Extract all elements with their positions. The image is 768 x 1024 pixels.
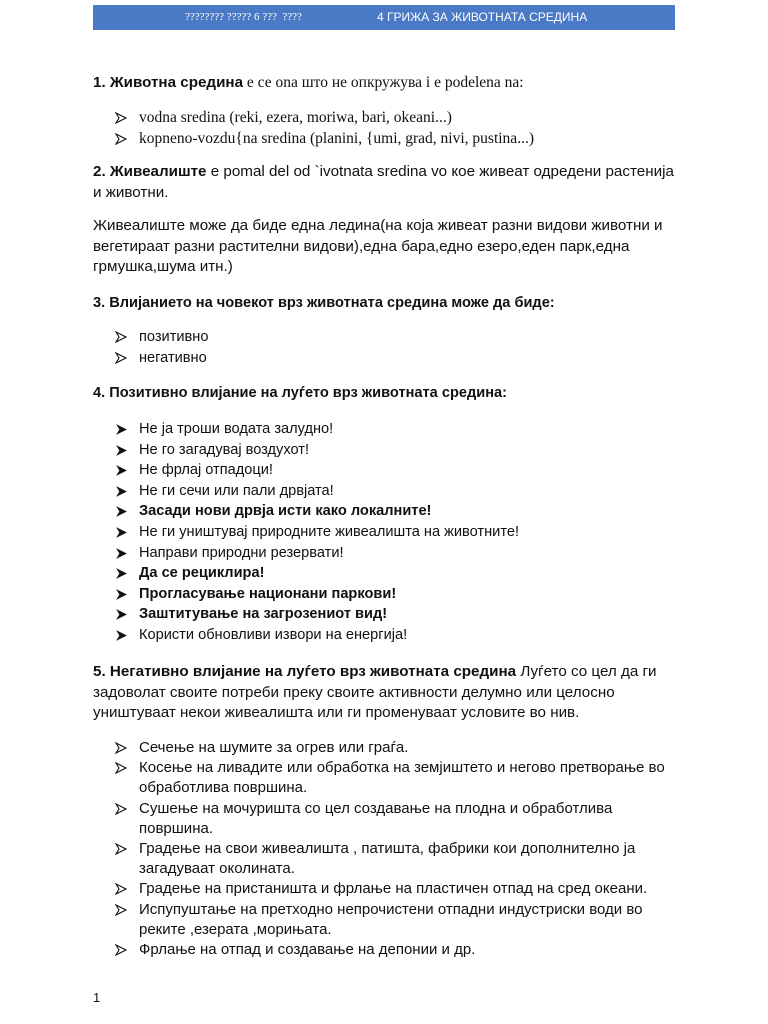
list-item: Не ги уништувај природните живеалишта на животните! xyxy=(115,522,675,543)
arrow-bullet-icon xyxy=(115,501,129,518)
arrow-bullet-icon xyxy=(115,460,129,477)
section-1-heading: 1. Животна средина xyxy=(93,74,244,91)
arrow-bullet-icon xyxy=(115,129,129,145)
list-item: негативно xyxy=(115,348,675,369)
arrow-bullet-icon xyxy=(115,584,129,601)
arrow-bullet-icon xyxy=(115,839,129,855)
arrow-bullet-icon xyxy=(115,738,129,754)
list-item: Не го загадувај воздухот! xyxy=(115,440,675,461)
arrow-bullet-icon xyxy=(115,563,129,580)
arrow-bullet-icon xyxy=(115,604,129,621)
section-1-text: е се ona што не опкружува i е podelena na: xyxy=(243,74,524,91)
section-2-paragraph: Живеалиште може да биде една ледина(на која живеат разни видови животни и вегетираат разни растителни видови),една бара,едно езеро,еден парк,една грмушка,шума итн.) xyxy=(93,217,663,276)
list-item: kopneno-vozdu{na sredina (planini, {umi, grad, nivi, pustina...) xyxy=(115,129,675,150)
section-5-text: Луѓето со цел да ги задоволат своите потреби преку своите активности делумно или целосно уништуваат некои живеалишта или ги променуваат условите во нив. xyxy=(93,663,657,722)
list-item: Направи природни резервати! xyxy=(115,543,675,564)
arrow-bullet-icon xyxy=(115,879,129,895)
arrow-bullet-icon xyxy=(115,327,129,343)
section-5-intro xyxy=(93,662,683,724)
list-item: Прогласување национани паркови! xyxy=(115,584,675,605)
list-item: Сушење на мочуришта со цел создавање на плодна и обработлива површина. xyxy=(115,799,675,839)
banner-title: 4 ГРИЖА ЗА ЖИВОТНАТА СРЕДИНА xyxy=(377,10,588,24)
list-item: Не ја троши водата залудно! xyxy=(115,419,675,440)
list-item: Засади нови дрвја исти како локалните! xyxy=(115,501,675,522)
list-item: Не ги сечи или пали дрвјата! xyxy=(115,481,675,502)
header-banner xyxy=(93,5,675,30)
list-item: Сечење на шумите за огрев или граѓа. xyxy=(115,738,675,758)
arrow-bullet-icon xyxy=(115,348,129,364)
arrow-bullet-icon xyxy=(115,108,129,124)
section-2-heading: 2. Живеалиште xyxy=(93,163,207,180)
arrow-bullet-icon xyxy=(115,440,129,457)
list-item: Градење на свои живеалишта , патишта, фабрики кои дополнително ја загадуваат околината. xyxy=(115,839,675,879)
section-5-heading: 5. Негативно влијание на луѓето врз животната средина xyxy=(93,663,517,680)
list-item: Не фрлај отпадоци! xyxy=(115,460,675,481)
list-item: Заштитување на загрозениот вид! xyxy=(115,604,675,625)
arrow-bullet-icon xyxy=(115,481,129,498)
section-2-text: е pomal del od `ivotnata sredina vo кое живеат одредени растенија и животни. xyxy=(93,163,674,201)
page-number: 1 xyxy=(93,990,101,1005)
banner-left-text: ???????? ????? 6 ??? ???? xyxy=(185,11,302,23)
arrow-bullet-icon xyxy=(115,625,129,642)
section-3-heading: 3. Влијанието на човекот врз животната средина може да биде: xyxy=(93,295,555,311)
section-5-list xyxy=(115,738,675,960)
section-1-intro xyxy=(93,73,683,94)
list-item: Испупуштање на претходно непрочистени отпадни индустриски води во реките ,езерата ,морињата. xyxy=(115,900,675,940)
arrow-bullet-icon xyxy=(115,900,129,916)
list-item: позитивно xyxy=(115,327,675,348)
arrow-bullet-icon xyxy=(115,758,129,774)
list-item: Градење на пристаништа и фрлање на пластичен отпад на сред океани. xyxy=(115,879,675,899)
section-4-list xyxy=(115,419,675,646)
arrow-bullet-icon xyxy=(115,940,129,956)
arrow-bullet-icon xyxy=(115,799,129,815)
section-2-intro xyxy=(93,162,683,203)
section-1-list xyxy=(115,108,675,149)
arrow-bullet-icon xyxy=(115,419,129,436)
list-item: Косење на ливадите или обработка на земјиштето и негово претворање во обработлива површина. xyxy=(115,758,675,798)
list-item: Да се рециклира! xyxy=(115,563,675,584)
arrow-bullet-icon xyxy=(115,522,129,539)
arrow-bullet-icon xyxy=(115,543,129,560)
list-item: Користи обновливи извори на енергија! xyxy=(115,625,675,646)
section-4-heading: 4. Позитивно влијание на луѓето врз животната средина: xyxy=(93,385,508,401)
section-3-list xyxy=(115,327,675,368)
list-item: vodna sredina (reki, ezera, moriwa, bari, okeani...) xyxy=(115,108,675,129)
list-item: Фрлање на отпад и создавање на депонии и др. xyxy=(115,940,675,960)
